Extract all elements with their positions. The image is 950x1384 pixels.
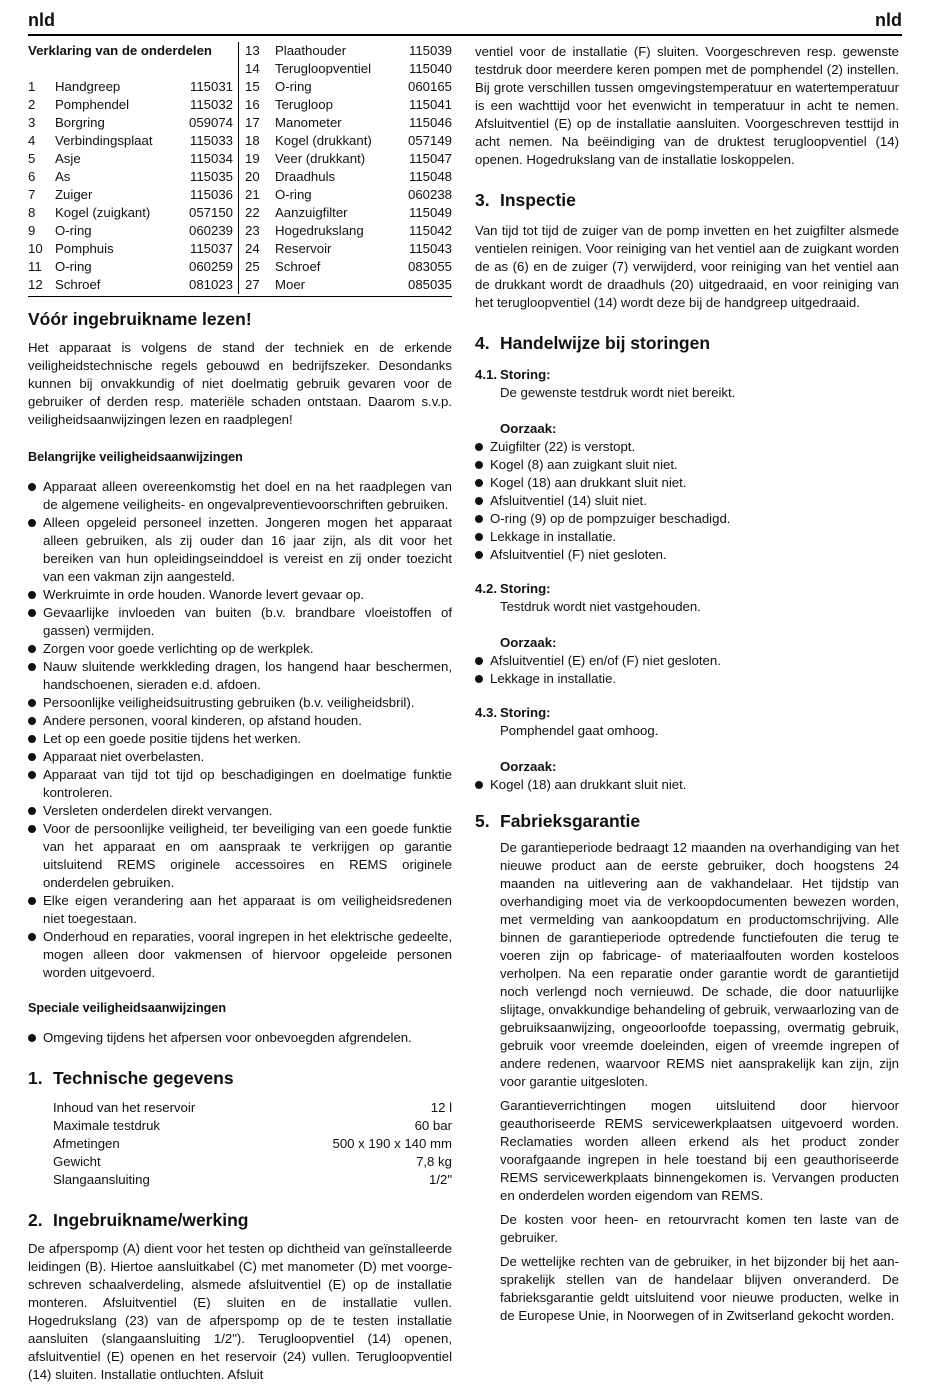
fault-label: Storing: [500, 705, 551, 720]
sec2-title: Ingebruikname/werking [53, 1210, 249, 1230]
sec3-heading [475, 189, 899, 211]
cause-item: Afsluitventiel (F) niet gesloten. [475, 546, 899, 564]
part-number: 13 [245, 43, 260, 58]
cause-list [475, 776, 899, 794]
part-number: 3 [28, 115, 36, 130]
part-number: 19 [245, 151, 260, 166]
sec2-hose-size: 1/2" [213, 1331, 237, 1346]
parts-list-row [239, 114, 452, 132]
part-name: Reservoir [275, 241, 332, 256]
part-code: 115040 [408, 61, 452, 76]
parts-list-left [28, 42, 238, 294]
sec2-heading [28, 1209, 452, 1231]
special-safety-list [28, 1029, 452, 1047]
sec3-number: 3. [475, 190, 490, 210]
header-rule [28, 34, 902, 36]
tech-data-table [28, 1099, 452, 1189]
sec3-text: Van tijd tot tijd de zuiger van de pomp invetten en het zuigfilter alsmede ventielen reinigen. Voor reiniging van het ventiel aan de zuigkant worden de as (6) en de zuiger (7) verwijderd, voor reiniging van het ventiel aan de drukkant wordt de draadhuls (20) uitgedraaid, en voor reiniging van het terugloopventiel (14) wordt deze bij de handgreep uitgedraaid. [475, 223, 899, 310]
part-number: 4 [28, 133, 36, 148]
parts-list-row [28, 276, 233, 294]
sec2-continued: ventiel voor de installatie (F) sluiten. Voorgeschreven resp. gewenste testdruk door meerdere keren pompen met de pomphendel (2) instellen. Bij grote verschillen tussen omgevingstemperatuur en watertemperatuur is een wachttijd voor het evenwicht in temperatuur in acht te nemen. Afsluitventiel (E) op de installatie aansluiten. Voorgeschreven testtijd in acht nemen. Na beëindiging van de druktest terugloopventiel (14) openen. Hogedrukslang van de installatie loskoppelen. [475, 44, 899, 167]
part-code: 083055 [407, 259, 452, 274]
part-number: 14 [245, 61, 260, 76]
part-name: Borgring [55, 115, 105, 130]
parts-list-row [28, 168, 233, 186]
cause-item: O-ring (9) op de pompzuiger beschadigd. [475, 510, 899, 528]
part-name: Veer (drukkant) [275, 151, 366, 166]
spacer [28, 60, 233, 78]
part-name: Plaathouder [275, 43, 347, 58]
part-code: 060239 [188, 223, 233, 238]
warranty-paragraph: De kosten voor heen- en retourvracht komen ten laste van de gebruiker. [500, 1212, 899, 1245]
part-number: 18 [245, 133, 260, 148]
part-name: Kogel (drukkant) [275, 133, 372, 148]
sec2-text-a: De afperspomp (A) dient voor het testen op dichtheid van geïnstalleerde leidingen (B). Hiertoe aansluitkabel (C) met manometer (D) met voorgeschreven schaalverdeling, alsmede afsluitventiel (E) op de installatie monteren. Afsluitventiel (E) sluiten en de installatie vullen. Hogedrukslang (23) van de afperspomp op de te testen installatie aansluiten (slangaansluiting [28, 1241, 452, 1346]
fault-number: 4.2. [475, 581, 497, 596]
part-code: 115042 [408, 223, 452, 238]
parts-list-row [239, 168, 452, 186]
parts-list-right [238, 42, 452, 294]
tech-data-value: 60 bar [414, 1118, 452, 1133]
part-number: 11 [28, 259, 42, 274]
tech-data-row [28, 1153, 452, 1171]
cause-label: Oorzaak: [500, 759, 557, 774]
tech-data-value: 1/2" [428, 1172, 452, 1187]
bullet-item: Let op een goede positie tijdens het werken. [28, 730, 452, 748]
part-name: O-ring [275, 187, 312, 202]
parts-list-row [239, 132, 452, 150]
bullet-item: Apparaat alleen overeenkomstig het doel en na het raadplegen van de algemene veiligheits- en ongevalpreventievoorschriften gebruiken. [28, 478, 452, 514]
before-use-heading: Vóór ingebruikname lezen! [28, 309, 252, 329]
part-code: 115041 [408, 97, 452, 112]
parts-list-row [28, 186, 233, 204]
bullet-item: Omgeving tijdens het afpersen voor onbevoegden afgrendelen. [28, 1029, 452, 1047]
cause-item: Lekkage in installatie. [475, 528, 899, 546]
warranty-paragraph: De wettelijke rechten van de gebruiker, in het bijzonder bij het aansprakelijk stellen van de handelaar blijven onveranderd. De fabrieksgarantie geldt uitsluitend voor nieuwe producten, welke in de Europese Unie, in Noorwegen of in Zwitserland gekocht worden. [500, 1254, 899, 1323]
part-number: 8 [28, 205, 36, 220]
cause-list [475, 652, 899, 688]
part-number: 9 [28, 223, 36, 238]
tech-data-label: Inhoud van het reservoir [53, 1100, 196, 1115]
parts-list-row [239, 150, 452, 168]
parts-list-row [28, 114, 233, 132]
part-code: 115049 [408, 205, 452, 220]
part-number: 2 [28, 97, 36, 112]
tech-data-value: 12 l [430, 1100, 452, 1115]
fault-block [475, 366, 899, 564]
parts-list-row [239, 276, 452, 294]
sec3-title: Inspectie [500, 190, 576, 210]
cause-item: Lekkage in installatie. [475, 670, 899, 688]
bullet-item: Versleten onderdelen direkt vervangen. [28, 802, 452, 820]
part-name: Manometer [275, 115, 342, 130]
sec4-number: 4. [475, 333, 490, 353]
bullet-item: Persoonlijke veiligheidsuitrusting gebruiken (b.v. veiligheidsbril). [28, 694, 452, 712]
part-number: 17 [245, 115, 260, 130]
part-name: Pomphuis [55, 241, 114, 256]
sec1-title: Technische gegevens [53, 1068, 234, 1088]
parts-left-rows [28, 78, 233, 294]
part-code: 115035 [189, 169, 233, 184]
part-name: Schroef [275, 259, 321, 274]
part-code: 059074 [188, 115, 233, 130]
parts-list-row [28, 240, 233, 258]
parts-list-row [239, 240, 452, 258]
parts-list-row [239, 204, 452, 222]
part-name: As [55, 169, 71, 184]
part-name: O-ring [55, 223, 92, 238]
bullet-item: Andere personen, vooral kinderen, op afstand houden. [28, 712, 452, 730]
part-code: 057149 [407, 133, 452, 148]
part-number: 23 [245, 223, 260, 238]
part-number: 15 [245, 79, 260, 94]
cause-item: Kogel (18) aan drukkant sluit niet. [475, 776, 899, 794]
part-code: 115039 [408, 43, 452, 58]
cause-list [475, 438, 899, 564]
parts-list-row [239, 96, 452, 114]
sec2-text-b: ). Terugloopventiel (14) openen, afsluitventiel (E) openen en het reservoir (24) vullen. Terugloopventiel (14) sluiten. Installatie ontluchten. Afsluit [28, 1331, 452, 1382]
warranty-paragraph: De garantieperiode bedraagt 12 maanden na overhandiging van het nieuwe product aan de eerste gebruiker, doch hoogstens 24 maanden na uitlevering aan de vakhandelaar. Het tijdstip van overhandiging moet via de verkoopdocumenten bewezen worden, met vermelding van aankoopdatum en productomschrijving. Alle binnen de garantieperiode optredende functiefouten die terug te voeren zijn op fabricage- of materiaalfouten worden kosteloos verholpen. Na een reparatie onder garantie wordt de garantietijd noch verlengd noch vernieuwd. De schade, die door natuurlijke slijtage, onvakkundige behandeling of gebruik, verwaarlozing van de gebruiksaanwijzing, ongeoorloofde toepassing, overmatig gebruik, gebruik voor vreemde doeleinden, eigen of vreemde ingrepen of andere redenen, waarvoor REMS niet aansprakelijk kan zijn, zijn voor garantie uitgesloten. [500, 840, 899, 1089]
part-number: 27 [245, 277, 260, 292]
bullet-item: Zorgen voor goede verlichting op de werkplek. [28, 640, 452, 658]
parts-list-row [28, 78, 233, 96]
part-name: Hogedrukslang [275, 223, 364, 238]
part-name: Handgreep [55, 79, 121, 94]
parts-list-row [28, 96, 233, 114]
tech-data-value: 500 x 190 x 140 mm [332, 1136, 452, 1151]
warranty-text [475, 839, 899, 1325]
fault-label: Storing: [500, 367, 551, 382]
sec4-title: Handelwijze bij storingen [500, 333, 711, 353]
cause-item: Zuigfilter (22) is verstopt. [475, 438, 899, 456]
sec4-heading [475, 332, 899, 354]
tech-data-label: Gewicht [53, 1154, 101, 1169]
fault-number: 4.3. [475, 705, 497, 720]
parts-list-row [239, 186, 452, 204]
part-code: 085035 [407, 277, 452, 292]
part-name: Zuiger [55, 187, 93, 202]
part-name: Moer [275, 277, 306, 292]
cause-item: Afsluitventiel (14) sluit niet. [475, 492, 899, 510]
part-name: Terugloopventiel [275, 61, 372, 76]
part-code: 060259 [188, 259, 233, 274]
part-code: 115047 [408, 151, 452, 166]
part-name: Aanzuigfilter [275, 205, 348, 220]
sec5-number: 5. [475, 811, 490, 831]
part-code: 115032 [189, 97, 233, 112]
part-code: 115033 [189, 133, 233, 148]
sec5-heading [475, 810, 899, 832]
part-name: Draadhuls [275, 169, 336, 184]
parts-list-row [28, 258, 233, 276]
part-code: 115036 [189, 187, 233, 202]
part-number: 5 [28, 151, 36, 166]
parts-list-row [239, 78, 452, 96]
parts-list [28, 42, 452, 294]
fault-block [475, 704, 899, 794]
part-name: Terugloop [275, 97, 333, 112]
fault-problem: Testdruk wordt niet vastgehouden. [500, 599, 701, 614]
part-name: Kogel (zuigkant) [55, 205, 151, 220]
part-name: Asje [55, 151, 81, 166]
tech-data-row [28, 1117, 452, 1135]
parts-list-row [28, 150, 233, 168]
sec1-number: 1. [28, 1068, 43, 1088]
cause-item: Kogel (8) aan zuigkant sluit niet. [475, 456, 899, 474]
part-code: 115048 [408, 169, 452, 184]
fault-number: 4.1. [475, 367, 497, 382]
parts-list-row [239, 42, 452, 60]
part-number: 16 [245, 97, 260, 112]
bullet-item: Apparaat niet overbelasten. [28, 748, 452, 766]
part-number: 7 [28, 187, 36, 202]
parts-list-row [28, 132, 233, 150]
sec2-number: 2. [28, 1210, 43, 1230]
tech-data-label: Slangaansluiting [53, 1172, 150, 1187]
part-code: 115043 [408, 241, 452, 256]
part-code: 081023 [188, 277, 233, 292]
cause-label: Oorzaak: [500, 635, 557, 650]
parts-list-row [239, 258, 452, 276]
part-code: 057150 [188, 205, 233, 220]
fault-label: Storing: [500, 581, 551, 596]
part-number: 25 [245, 259, 260, 274]
important-safety-list [28, 478, 452, 982]
parts-list-row [239, 60, 452, 78]
part-code: 115031 [189, 79, 233, 94]
part-code: 115037 [189, 241, 233, 256]
part-number: 24 [245, 241, 260, 256]
part-name: O-ring [275, 79, 312, 94]
special-safety-heading: Speciale veiligheidsaanwijzingen [28, 1001, 227, 1015]
parts-list-row [239, 222, 452, 240]
parts-list-title: Verklaring van de onderdelen [28, 43, 212, 58]
fault-heading [475, 366, 899, 384]
parts-list-row [28, 204, 233, 222]
bullet-item: Elke eigen verandering aan het apparaat is om veiligheidsredenen niet toegestaan. [28, 892, 452, 928]
sec2-text [28, 1240, 452, 1384]
tech-data-value: 7,8 kg [416, 1154, 452, 1169]
left-column [28, 42, 452, 1384]
part-name: Verbindingsplaat [55, 133, 153, 148]
cause-label: Oorzaak: [500, 421, 557, 436]
parts-list-bottom-rule [28, 296, 452, 297]
bullet-item: Voor de persoonlijke veiligheid, ter beveiliging van een goede funktie van het apparaat en om aanspraak te verkrijgen op garantie uitsluitend REMS originele accessoires en REMS originele onderdelen gebruiken. [28, 820, 452, 892]
right-column [475, 42, 899, 1325]
fault-list [475, 366, 899, 794]
bullet-item: Onderhoud en reparaties, vooral ingrepen in het elektrische gedeelte, mogen alleen door vakmensen of hiervoor opgeleide personen worden uitgevoerd. [28, 928, 452, 982]
page-language-code-left: nld [28, 10, 55, 30]
fault-problem: De gewenste testdruk wordt niet bereikt. [500, 385, 736, 400]
parts-list-row [28, 222, 233, 240]
bullet-item: Gevaarlijke invloeden van buiten (b.v. brandbare vloeistoffen of gassen) vermijden. [28, 604, 452, 640]
bullet-item: Werkruimte in orde houden. Wanorde levert gevaar op. [28, 586, 452, 604]
tech-data-label: Maximale testdruk [53, 1118, 161, 1133]
fault-problem: Pomphendel gaat omhoog. [500, 723, 659, 738]
parts-right-rows [239, 42, 452, 294]
part-code: 060165 [407, 79, 452, 94]
part-number: 22 [245, 205, 260, 220]
cause-item: Afsluitventiel (E) en/of (F) niet gesloten. [475, 652, 899, 670]
warranty-paragraph: Garantieverrichtingen mogen uitsluitend door hiervoor geauthoriseerde REMS servicewerkplaatsen uitgevoerd worden. Reclamaties worden alleen erkend als het product zonder voorafgaande ingrepen in hele toestand bij een geauthoriseerde REMS servicewerkplaats binnengekomen is. Vervangen producten en onderdelen worden eigendom van REMS. [500, 1098, 899, 1203]
tech-data-row [28, 1171, 452, 1189]
part-number: 20 [245, 169, 260, 184]
part-number: 21 [245, 187, 260, 202]
part-number: 10 [28, 241, 43, 256]
fault-heading [475, 580, 899, 598]
sec1-heading [28, 1067, 452, 1089]
part-code: 115034 [189, 151, 233, 166]
before-use-intro: Het apparaat is volgens de stand der techniek en de erkende veiligheidstechnische regels gebouwd en bedrijfszeker. Desondanks kunnen bij onvakkundig of niet doelmatig gebruik gevaren voor de gebruiker of derden resp. materiële schaden ontstaan. Daarom s.v.p. veiligheidsaanwijzingen lezen en raadplegen! [28, 340, 452, 427]
fault-block [475, 580, 899, 688]
part-number: 12 [28, 277, 43, 292]
part-name: Pomphendel [55, 97, 130, 112]
fault-heading [475, 704, 899, 722]
page-language-code-right: nld [875, 10, 902, 30]
tech-data-label: Afmetingen [53, 1136, 120, 1151]
part-name: O-ring [55, 259, 92, 274]
part-number: 6 [28, 169, 36, 184]
tech-data-row [28, 1099, 452, 1117]
bullet-item: Apparaat van tijd tot tijd op beschadigingen en doelmatige funktie kontroleren. [28, 766, 452, 802]
sec5-title: Fabrieksgarantie [500, 811, 641, 831]
part-code: 115046 [408, 115, 452, 130]
cause-item: Kogel (18) aan drukkant sluit niet. [475, 474, 899, 492]
important-safety-heading: Belangrijke veiligheidsaanwijzingen [28, 450, 243, 464]
part-number: 1 [28, 79, 36, 94]
part-name: Schroef [55, 277, 101, 292]
tech-data-row [28, 1135, 452, 1153]
part-code: 060238 [407, 187, 452, 202]
bullet-item: Nauw sluitende werkkleding dragen, los hangend haar beschermen, handschoenen, sieraden e.d. afdoen. [28, 658, 452, 694]
bullet-item: Alleen opgeleid personeel inzetten. Jongeren mogen het apparaat alleen gebruiken, als zij ouder dan 16 jaar zijn, als dit voor het bereiken van hun opleidingseinddoel is vereist en zij onder toezicht van een vakman zijn aangesteld. [28, 514, 452, 586]
